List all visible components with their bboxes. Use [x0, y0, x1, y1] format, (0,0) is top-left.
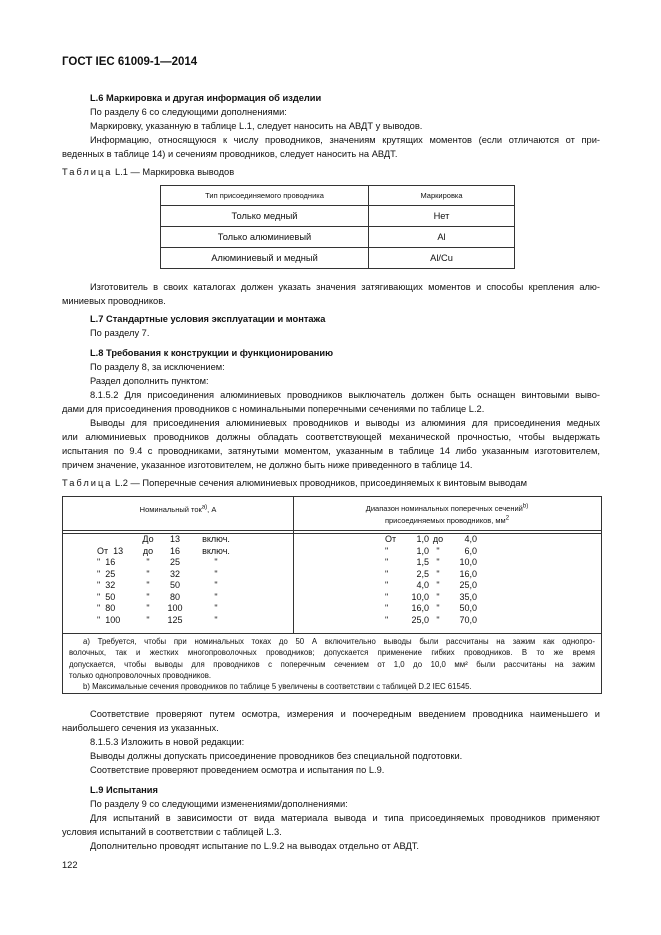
cell: 16,0	[411, 603, 429, 613]
cell: "	[436, 591, 440, 602]
section-l6	[62, 91, 600, 161]
text-line: Выводы должны допускать присоединение проводников без специальной подготовки.	[90, 751, 463, 761]
table-row	[161, 206, 515, 227]
paragraph	[62, 707, 600, 777]
cell: " 32	[97, 580, 116, 590]
cell: 4,0	[464, 534, 477, 544]
caption-prefix: Таблица	[62, 167, 113, 177]
table-row	[97, 603, 241, 615]
table-row	[385, 546, 477, 558]
cell: "	[436, 545, 440, 556]
cell: "	[436, 603, 440, 613]
table-l2	[62, 496, 602, 694]
cell: 13	[169, 534, 180, 544]
cell: 70,0	[459, 614, 477, 625]
current-ranges	[97, 534, 241, 626]
text-line: По разделу 9 со следующими изменениями/дополнениями:	[90, 799, 348, 809]
cell: 125	[167, 614, 183, 625]
table-row	[97, 592, 241, 604]
cell: До	[142, 534, 154, 544]
cell: 16,0	[459, 568, 477, 579]
section-l8	[62, 346, 600, 472]
cell: "	[214, 591, 218, 602]
cell: 25	[169, 557, 180, 567]
cell: 35,0	[459, 591, 477, 602]
cell: " 16	[97, 557, 116, 567]
cell: "	[214, 614, 218, 625]
table-row	[385, 603, 477, 615]
cell: "	[146, 603, 150, 613]
cell: От 13	[97, 545, 124, 556]
section-heading: L.6 Маркировка и другая информация об изделии	[90, 93, 322, 103]
cell: 50,0	[459, 603, 477, 613]
table-row	[385, 534, 477, 546]
cell: 80	[169, 591, 180, 602]
cell: Только медный	[161, 206, 369, 227]
table-row	[97, 580, 241, 592]
cell: "	[436, 614, 440, 625]
cell: 6,0	[464, 545, 477, 556]
cell: 50	[169, 580, 180, 590]
column-header: Маркировка	[369, 186, 515, 206]
document-header: ГОСТ IEC 61009-1—2014	[62, 56, 198, 68]
cell: Только алюминиевый	[161, 227, 369, 248]
footnote-a: только однопроволочных проводников.	[69, 670, 212, 680]
column-header-section: Диапазон номинальных поперечных сечений$^{b)}$ присоединяемых проводников, $мм^2$	[365, 503, 529, 525]
cell: "	[385, 614, 389, 625]
table-row	[97, 534, 241, 546]
text-line: или алюминиевых проводников должны обладать соответствующей механической прочностью, чтобы выдержать	[62, 432, 600, 442]
cell: "	[146, 580, 150, 590]
cell: "	[146, 557, 150, 567]
section-heading: L.7 Стандартные условия эксплуатации и монтажа	[90, 314, 326, 324]
cell: 2,5	[416, 568, 429, 579]
cell: Нет	[369, 206, 515, 227]
table-row	[97, 615, 241, 627]
cell	[97, 534, 137, 546]
cell: "	[385, 545, 389, 556]
cell: 32	[169, 568, 180, 579]
cell: включ.	[202, 534, 230, 544]
column-header: Тип присоединяемого проводника	[161, 186, 369, 206]
cell: От	[385, 534, 397, 544]
cell: "	[436, 557, 440, 567]
text-line: испытания по 9.4 с проводниками, затянутыми моментом, указанным в таблице 14 либо указанным изготовителем,	[62, 446, 600, 456]
table-row	[161, 227, 515, 248]
cell: " 25	[97, 568, 116, 579]
cell: 4,0	[416, 580, 429, 590]
table-row	[97, 557, 241, 569]
text-line: Раздел дополнить пунктом:	[90, 376, 209, 386]
section-heading: L.9 Испытания	[90, 785, 158, 795]
cell: до	[432, 534, 444, 544]
table2-caption	[62, 476, 600, 490]
table-row	[97, 546, 241, 558]
page-number: 122	[62, 860, 78, 870]
caption-text: L.2 — Поперечные сечения алюминиевых проводников, присоединяемых к винтовым выводам	[115, 478, 527, 488]
cell: "	[385, 557, 389, 567]
cell: "	[385, 603, 389, 613]
cell: "	[214, 568, 218, 579]
text-line: наибольшего сечения из указанных.	[62, 723, 219, 733]
cell: 100	[167, 603, 183, 613]
text-line: По разделу 6 со следующими дополнениями:	[90, 107, 287, 117]
cell: 16	[169, 545, 180, 556]
cell: 25,0	[459, 580, 477, 590]
text-line: условия испытаний в соответствии с таблицей L.3.	[62, 827, 282, 837]
cell: "	[214, 580, 218, 590]
cell: 1,0	[416, 545, 429, 556]
cell: Al/Cu	[369, 248, 515, 269]
text-line: причем значение, указанное изготовителем, не должно быть ниже приведенного в таблице 14.	[62, 460, 473, 470]
text-line: Маркировку, указанную в таблице L.1, следует наносить на АВДТ у выводов.	[90, 121, 423, 131]
text-line: Выводы для присоединения алюминиевых проводников и выводы из алюминия для присоединения медных	[90, 418, 600, 428]
column-header-current: Номинальный ток$^{a)}$, А	[139, 504, 217, 514]
section-l9	[62, 783, 600, 853]
table1-caption	[62, 165, 600, 179]
cell: "	[385, 580, 389, 590]
table-row	[385, 592, 477, 604]
footnote-a: допускается, чтобы выводы для проводников с поперечным сечением от 1,0 до 10,0 мм² были рассчитаны на зажим	[69, 659, 595, 669]
text-line: веденных в таблице 14) и сечениям проводников, следует наносить на АВДТ.	[62, 149, 398, 159]
text-line: Дополнительно проводят испытание по L.9.2 на выводах отдельно от АВДТ.	[90, 841, 420, 851]
cell: "	[146, 614, 150, 625]
cell: " 80	[97, 603, 116, 613]
text-line: миниевых проводников.	[62, 296, 166, 306]
cell: "	[146, 591, 150, 602]
cell: 25,0	[411, 614, 429, 625]
caption-text: L.1 — Маркировка выводов	[115, 167, 235, 177]
table-l1	[160, 185, 515, 269]
footnote-b: b) Максимальные сечения проводников по таблице 5 увеличены в соответствии с таблицей D.2 IEC 61545.	[83, 682, 472, 692]
cell: Алюминиевый и медный	[161, 248, 369, 269]
cell: до	[142, 545, 154, 556]
cell: включ.	[202, 545, 230, 556]
cell: 1,5	[416, 557, 429, 567]
section-l7	[62, 312, 600, 340]
table-row	[97, 569, 241, 581]
text-line: По разделу 7.	[90, 328, 150, 338]
caption-prefix: Таблица	[62, 478, 113, 488]
cell: "	[146, 568, 150, 579]
cell: 1,0	[416, 534, 429, 544]
text-line: Соответствие проверяют проведением осмотра и испытания по L.9.	[90, 765, 385, 775]
table-row	[161, 248, 515, 269]
text-line: Изготовитель в своих каталогах должен указать значения затягивающих моментов и способы крепления алю-	[90, 282, 600, 292]
cell: "	[385, 568, 389, 579]
cell: "	[214, 557, 218, 567]
footnote-a: волочных, так и жестких многопроволочных проводников; допускается применение гибких проводников. В то же время	[69, 648, 595, 658]
cell: 10,0	[411, 591, 429, 602]
cell: Al	[369, 227, 515, 248]
cell: "	[214, 603, 218, 613]
table-row	[385, 615, 477, 627]
text-line: 8.1.5.2 Для присоединения алюминиевых проводников выключатель должен быть оснащен винтовыми выво-	[90, 390, 600, 400]
text-line: По разделу 8, за исключением:	[90, 362, 225, 372]
paragraph	[62, 280, 600, 308]
text-line: дами для присоединения проводников с номинальными поперечными сечениями по таблице L.2.	[62, 404, 485, 414]
cell: " 50	[97, 591, 116, 602]
table-row	[385, 580, 477, 592]
text-line: Информацию, относящуюся к числу проводников, значениям крутящих моментов (если отличаются от при-	[90, 135, 600, 145]
section-heading: L.8 Требования к конструкции и функционированию	[90, 348, 334, 358]
cell: "	[436, 568, 440, 579]
footnote-a: a) Требуется, чтобы при номинальных токах до 50 А включительно выводы были рассчитаны на зажим как однопро-	[83, 637, 595, 646]
table-footnotes	[69, 636, 595, 692]
text-line: Соответствие проверяют путем осмотра, измерения и поочередным введением проводника наименьшего и	[90, 709, 600, 719]
cell: " 100	[97, 614, 121, 625]
section-ranges	[385, 534, 477, 626]
table-row	[385, 569, 477, 581]
text-line: 8.1.5.3 Изложить в новой редакции:	[90, 737, 245, 747]
cell: 10,0	[459, 557, 477, 567]
table-row	[385, 557, 477, 569]
cell: "	[385, 591, 389, 602]
cell: "	[436, 580, 440, 590]
text-line: Для испытаний в зависимости от вида материала вывода и типа присоединяемых проводников применяют	[90, 813, 600, 823]
